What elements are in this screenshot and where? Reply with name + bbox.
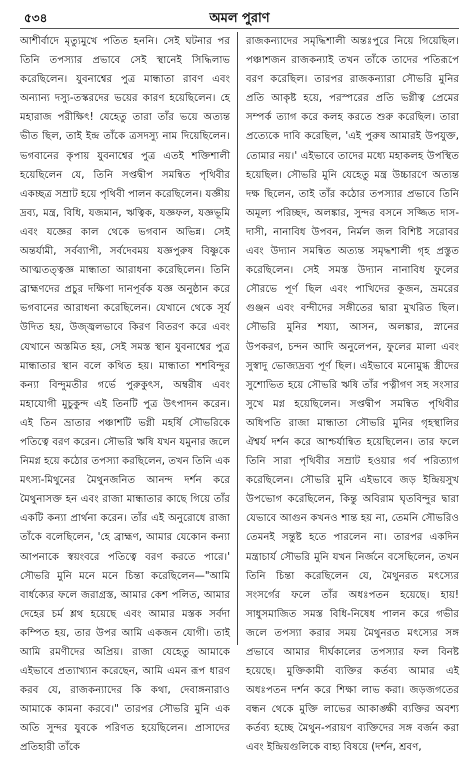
right-column — [246, 32, 459, 754]
left-column-text: আশীর্বাদে মৃত্যুমুখে পতিত হননি। সেই ঘটনার পর তিনি তপস্যার প্রভাবে সেই স্থানেই সিদ্ধিলাভ করেছিলেন। যুবনাশ্বের পুত্র মান্ধাতা রাবণ এবং অন্যান্য দস্যু-তস্করদের ভয়ের কারণ হয়েছিলেন। হে মহারাজ পরীক্ষিৎ! যেহেতু তারা তাঁর ভয়ে অত্যন্ত ভীত ছিল, তাই ইন্দ্র তাঁকে ত্রসদস্যু নাম দিয়েছিলেন। ভগবানের কৃপায় যুবনাশ্বের পুত্র এতই শক্তিশালী হয়েছিলেন যে, তিনি সপ্তদ্বীপ সমন্বিত পৃথিবীর একচ্ছত্র সম্রাট হয়ে পৃথিবী পালন করেছিলেন। যজ্ঞীয় দ্রব্য, মন্ত্র, বিধি, যজমান, ঋত্বিক, যজ্ঞফল, যজ্ঞভূমি এবং যজ্ঞের কাল থেকে ভগবান অভিন্ন। সেই অন্তর্যামী, সর্বব্যাপী, সর্বদেবময় যজ্ঞপুরুষ বিষ্ণুকে আত্মতত্ত্বজ্ঞ মান্ধাতা আরাধনা করেছিলেন। তিনি ব্রাহ্মণদের প্রচুর দক্ষিণা দানপূর্বক যজ্ঞ অনুষ্ঠান করে ভগবানের আরাধনা করেছিলেন। যেখানে থেকে সূর্য উদিত হয়, উজ্জ্বলভাবে কিরণ বিতরণ করে এবং যেখানে অস্তমিত হয়, সেই সমস্ত স্থান যুবনাশ্বের পুত্র মান্ধাতার স্থান বলে কথিত হয়। মান্ধাতা শশবিন্দুর কন্যা বিন্দুমতীর গর্ভে পুরুকুৎস, অম্বরীষ এবং মহাযোগী মুচুকুন্দ এই তিনটি পুত্র উৎপাদন করেন। এই তিন ভ্রাতার পঞ্চাশটি ভগ্নী মহর্ষি সৌভরিকে পতিত্বে বরণ করেন। সৌভরি ঋষি যখন যমুনার জলে নিমগ্ন হয়ে কঠোর তপস্যা করছিলেন, তখন তিনি এক মৎস্য-মিথুনের মৈথুনজনিত আনন্দ দর্শন করে মৈথুনাসক্ত হন এবং রাজা মান্ধাতার কাছে গিয়ে তাঁর একটি কন্যা প্রার্থনা করেন। তাঁর এই অনুরোধে রাজা তাঁকে বলেছিলেন, 'হে ব্রাহ্মণ, আমার যেকোন কন্যা আপনাকে স্বয়ংবরে পতিত্বে বরণ করতে পারে।' সৌভরি মুনি মনে মনে চিন্তা করেছিলেন—"আমি বার্ধক্যের ফলে জরাগ্রস্ত, আমার কেশ পলিত, আমার দেহের চর্ম শ্লথ হয়েছে এবং আমার মস্তক সর্বদা কম্পিত হয়, তার উপর আমি একজন যোগী। তাই আমি রমণীদের অপ্রিয়। রাজা যেহেতু আমাকে এইভাবে প্রত্যাখ্যান করেছেন, আমি এমন রূপ ধারণ করব যে, রাজকন্যাদের কি কথা, দেবাঙ্গনারাও আমাকে কামনা করবে।" তারপর সৌভরি মুনি এক অতি সুন্দর যুবকে পরিণত হয়েছিলেন। প্রাসাদের প্রতিহারী তাঁকে — [20, 36, 230, 754]
right-column-text: রাজকন্যাদের সমৃদ্ধিশালী অন্তঃপুরে নিয়ে গিয়েছিল। পঞ্চাশজন রাজকন্যাই তখন তাঁকে তাদের পতিরূপে বরণ করেছিল। তারপর রাজকন্যারা সৌভরি মুনির প্রতি আকৃষ্ট হয়ে, পরস্পরের প্রতি ভগ্নীত্ব প্রেমের সম্পর্ক ত্যাগ করে কলহ করতে শুরু করেছিল। তারা প্রত্যেকে দাবি করেছিল, 'এই পুরুষ আমারই উপযুক্ত, তোমার নয়।' এইভাবে তাদের মধ্যে মহাকলহ উপস্থিত হয়েছিল। সৌভরি মুনি যেহেতু মন্ত্র উচ্চারণে অত্যন্ত দক্ষ ছিলেন, তাই তাঁর কঠোর তপস্যার প্রভাবে তিনি অমূল্য পরিচ্ছদ, অলঙ্কার, সুন্দর বসনে সজ্জিত দাস-দাসী, নানাবিধ উপবন, নির্মল জল বিশিষ্ট সরোবর এবং উদ্যান সমন্বিত অত্যন্ত সমৃদ্ধশালী গৃহ প্রস্তুত করেছিলেন। সেই সমস্ত উদ্যান নানাবিধ ফুলের সৌরভে পূর্ণ ছিল এবং পাখিদের কূজন, ভ্রমরের গুঞ্জন এবং বন্দীদের সঙ্গীতের দ্বারা মুখরিত ছিল। সৌভরি মুনির শয্যা, আসন, অলঙ্কার, স্নানের উপকরণ, চন্দন আদি অনুলেপন, ফুলের মালা এবং সুস্বাদু ভোজ্যদ্রব্য পূর্ণ ছিল। এইভাবে মনোমুগ্ধ স্ত্রীদের সুশোভিত হয়ে সৌভরি ঋষি তাঁর পত্নীগণ সহ সংসার সুখে মগ্ন হয়েছিলেন। সপ্তদ্বীপ সমন্বিত পৃথিবীর অধিপতি রাজা মান্ধাতা সৌভরি মুনির গৃহস্থালির ঐশ্বর্য দর্শন করে আশ্চর্যান্বিত হয়েছিলেন। তার ফলে তিনি সারা পৃথিবীর সম্রাট হওয়ার গর্ব পরিত্যাগ করেছিলেন। সৌভরি মুনি এইভাবে জড় ইন্দ্রিয়সুখ উপভোগ করেছিলেন, কিন্তু অবিরাম ঘৃতবিন্দুর দ্বারা যেভাবে আগুন কখনও শান্ত হয় না, তেমনি সৌভরিও তেমনই সন্তুষ্ট হতে পারলেন না। তারপর একদিন মন্ত্রাচার্য সৌভরি মুনি যখন নির্জনে বসেছিলেন, তখন তিনি চিন্তা করেছিলেন যে, মৈথুনরত মৎস্যের সংসর্গের ফলে তাঁর অধঃপতন হয়েছে। হায়! সাধুসমাজিত সমস্ত বিধি-নিষেধ পালন করে গভীর জলে তপস্যা করার সময় মৈথুনরত মৎস্যের সঙ্গ প্রভাবে আমার দীর্ঘকালের তপস্যার ফল বিনষ্ট হয়েছে। মুক্তিকামী ব্যক্তির কর্তব্য আমার এই অধঃপতন দর্শন করে শিক্ষা লাভ করা। জড়জগতের বন্ধন থেকে মুক্তি লাভের আকাঙ্ক্ষী ব্যক্তির অবশ্য কর্তব্য হচ্ছে মৈথুন-পরায়ণ ব্যক্তিদের সঙ্গ বর্জন করা এবং ইন্দ্রিয়গুলিকে বাহ্য বিষয়ে (দর্শন, শ্রবণ, — [246, 36, 459, 754]
running-title: অমল পুরাণ — [209, 11, 270, 26]
text-columns — [20, 32, 459, 754]
column-divider — [237, 32, 238, 645]
page-header — [20, 8, 459, 29]
left-column — [20, 32, 230, 754]
page-number: ৫৩৪ — [24, 11, 48, 25]
